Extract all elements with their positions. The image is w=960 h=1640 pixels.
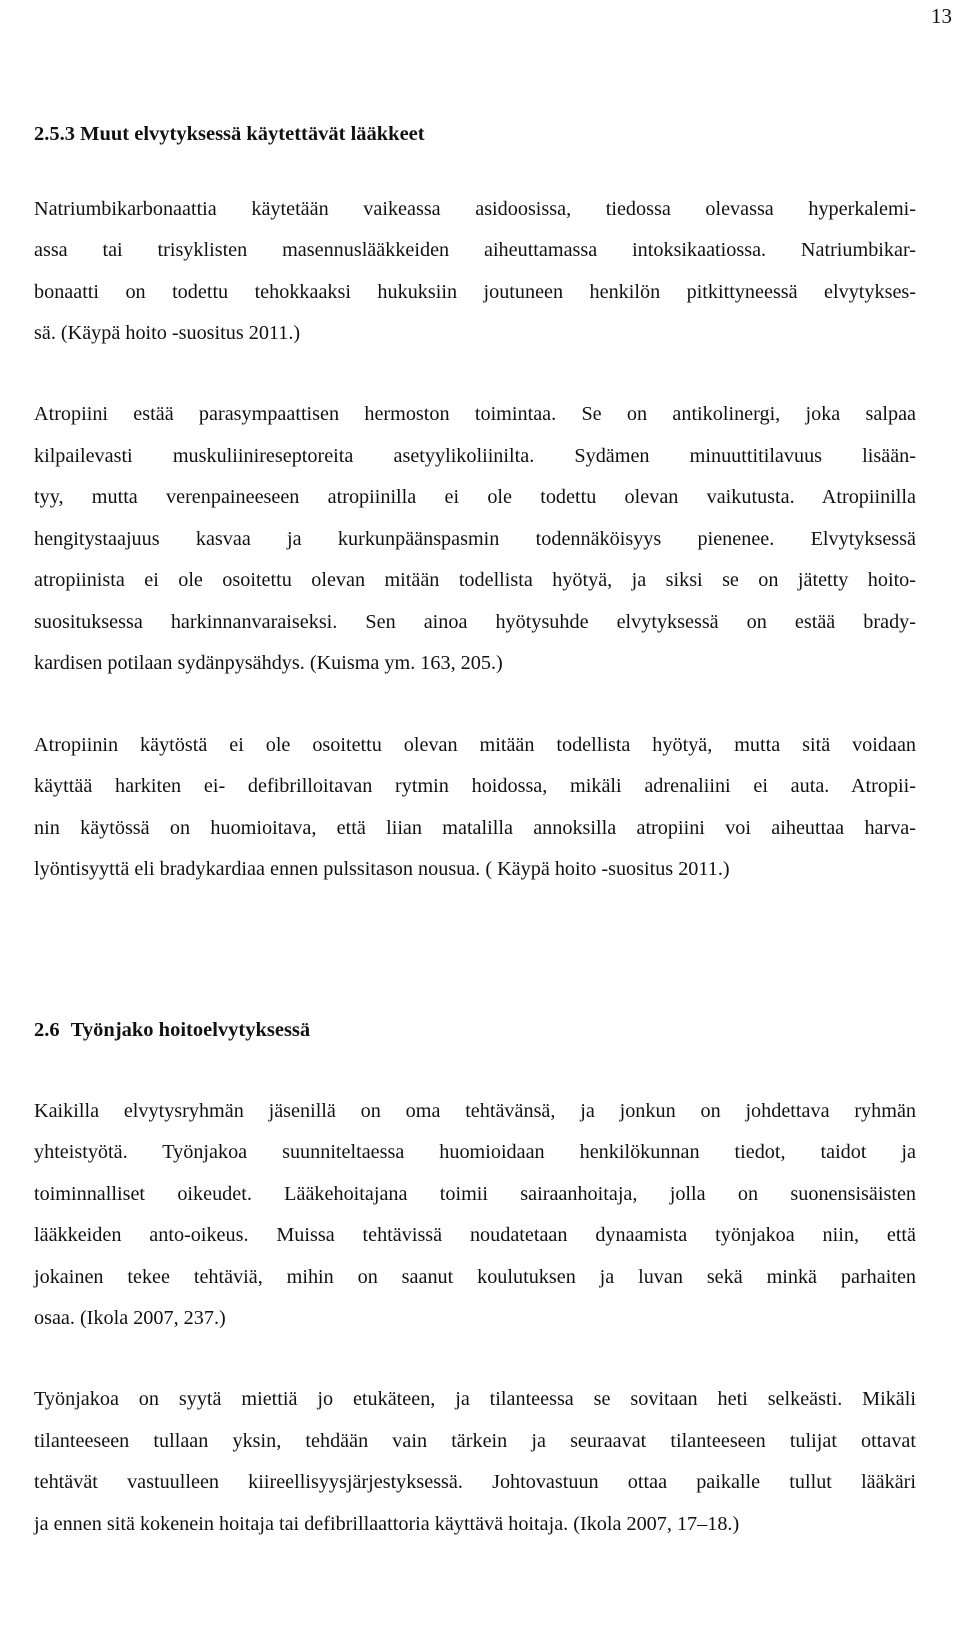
text-line: sä. (Käypä hoito -suositus 2011.) [34,322,301,344]
text-line: hengitystaajuus kasvaa ja kurkunpäänspasmin todennäköisyys pienenee. Elvytyksessä [34,528,916,550]
section-title: Työnjako hoitoelvytyksessä [70,1019,311,1041]
text-line: ja ennen sitä kokenein hoitaja tai defibrillaattoria käyttävä hoitaja. (Ikola 2007, 17–18.) [34,1513,740,1535]
text-line: Työnjakoa on syytä miettiä jo etukäteen, ja tilanteessa se sovitaan heti selkeästi. Mikäli [34,1388,916,1410]
text-line: kilpailevasti muskuliinireseptoreita asetyylikoliinilta. Sydämen minuuttitilavuus lisään- [34,445,916,467]
text-line: Kaikilla elvytysryhmän jäsenillä on oma tehtävänsä, ja jonkun on johdettava ryhmän [34,1100,916,1122]
text-line: Natriumbikarbonaattia käytetään vaikeassa asidoosissa, tiedossa olevassa hyperkalemi- [34,198,916,220]
text-line: toiminnalliset oikeudet. Lääkehoitajana toimii sairaanhoitaja, jolla on suonensisäisten [34,1183,916,1205]
text-line: Atropiini estää parasympaattisen hermoston toimintaa. Se on antikolinergi, joka salpaa [34,403,916,425]
section-number: 2.6 [34,1019,60,1041]
text-line: bonaatti on todettu tehokkaaksi hukuksiin joutuneen henkilön pitkittyneessä elvytykses- [34,281,916,303]
text-line: jokainen tekee tehtäviä, mihin on saanut koulutuksen ja luvan sekä minkä parhaiten [34,1266,916,1288]
text-line: assa tai trisyklisten masennuslääkkeiden aiheuttamassa intoksikaatiossa. Natriumbikar- [34,239,916,261]
text-line: nin käytössä on huomioitava, että liian matalilla annoksilla atropiini voi aiheuttaa harva- [34,817,916,839]
text-line: käyttää harkiten ei- defibrilloitavan rytmin hoidossa, mikäli adrenaliini ei auta. Atropii- [34,775,916,797]
text-line: tehtävät vastuulleen kiireellisyysjärjestyksessä. Johtovastuun ottaa paikalle tullut lääkäri [34,1471,916,1493]
text-line: atropiinista ei ole osoitettu olevan mitään todellista hyötyä, ja siksi se on jätetty hoito- [34,569,916,591]
section-heading-2-5-3 [34,122,425,146]
text-line: osaa. (Ikola 2007, 237.) [34,1307,226,1329]
section-number: 2.5.3 [34,123,75,145]
text-line: Atropiinin käytöstä ei ole osoitettu olevan mitään todellista hyötyä, mutta sitä voidaan [34,734,916,756]
text-line: lääkkeiden anto-oikeus. Muissa tehtävissä noudatetaan dynaamista työnjakoa niin, että [34,1224,916,1246]
section-title: Muut elvytyksessä käytettävät lääkkeet [80,123,425,145]
text-line: tyy, mutta verenpaineeseen atropiinilla ei ole todettu olevan vaikutusta. Atropiinilla [34,486,916,508]
text-line: kardisen potilaan sydänpysähdys. (Kuisma ym. 163, 205.) [34,652,503,674]
text-line: yhteistyötä. Työnjakoa suunniteltaessa huomioidaan henkilökunnan tiedot, taidot ja [34,1141,916,1163]
text-line: suosituksessa harkinnanvaraiseksi. Sen ainoa hyötysuhde elvytyksessä on estää brady- [34,611,916,633]
page-number: 13 [931,4,952,28]
text-line: tilanteeseen tullaan yksin, tehdään vain tärkein ja seuraavat tilanteeseen tulijat ottavat [34,1430,916,1452]
text-line: lyöntisyyttä eli bradykardiaa ennen pulssitason nousua. ( Käypä hoito -suositus 2011.) [34,858,730,880]
section-heading-2-6 [34,1018,310,1042]
